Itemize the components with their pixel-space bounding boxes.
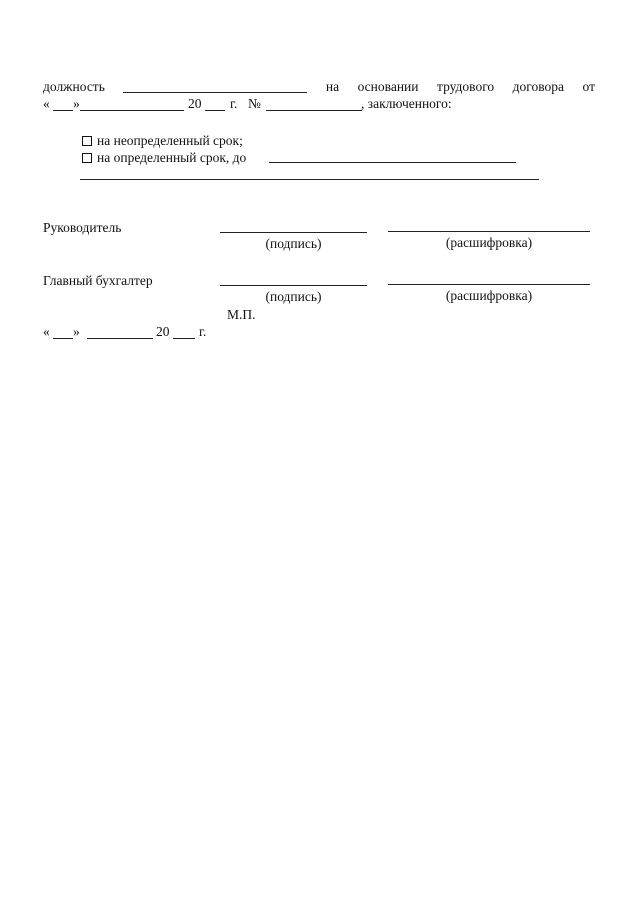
option-definite-label: на определенный срок, до [97,150,247,165]
footer-year-blank[interactable] [173,338,195,339]
footer-year-suffix: г. [199,324,207,339]
accountant-signature-line[interactable] [220,285,367,286]
contract-number-sign: № [248,96,261,111]
contract-year-prefix: 20 [188,96,202,111]
accountant-decode-line[interactable] [388,284,590,285]
accountant-signature-caption: (подпись) [265,289,322,304]
footer-date-close-quote: » [73,324,80,339]
footer-date-open-quote: « [43,324,50,339]
checkbox-indefinite[interactable] [82,136,92,146]
definite-term-until-blank[interactable] [269,162,516,163]
footer-day-blank[interactable] [53,338,73,339]
contract-date-close-quote: » [73,96,80,111]
basis-word-1: на [325,79,340,94]
contract-basis-row [43,79,595,95]
contract-date-open-quote: « [43,96,50,111]
contract-month-blank[interactable] [80,110,184,111]
accountant-decode-caption: (расшифровка) [445,288,533,303]
director-signature-caption: (подпись) [265,236,322,251]
position-label: должность [43,79,105,94]
basis-word-2: основании [357,79,419,94]
footer-month-blank[interactable] [87,338,153,339]
option-definite-term[interactable] [82,151,246,165]
basis-word-4: договора [512,79,564,94]
director-label: Руководитель [43,220,122,235]
option-indefinite-term[interactable] [82,134,243,148]
checkbox-definite[interactable] [82,153,92,163]
director-decode-caption: (расшифровка) [445,235,533,250]
stamp-place-label: М.П. [227,307,256,322]
position-blank[interactable] [123,92,307,93]
contract-number-blank[interactable] [266,110,362,111]
option-indefinite-label: на неопределенный срок; [97,133,243,148]
contract-year-suffix: г. [230,96,238,111]
director-decode-line[interactable] [388,231,590,232]
contract-year-blank[interactable] [205,110,225,111]
footer-year-prefix: 20 [156,324,170,339]
accountant-label: Главный бухгалтер [43,273,153,288]
basis-word-5: от [582,79,595,94]
basis-word-3: трудового [437,79,495,94]
concluded-suffix: , заключенного: [361,96,452,111]
definite-term-continuation-blank[interactable] [80,179,539,180]
director-signature-line[interactable] [220,232,367,233]
contract-day-blank[interactable] [53,110,73,111]
